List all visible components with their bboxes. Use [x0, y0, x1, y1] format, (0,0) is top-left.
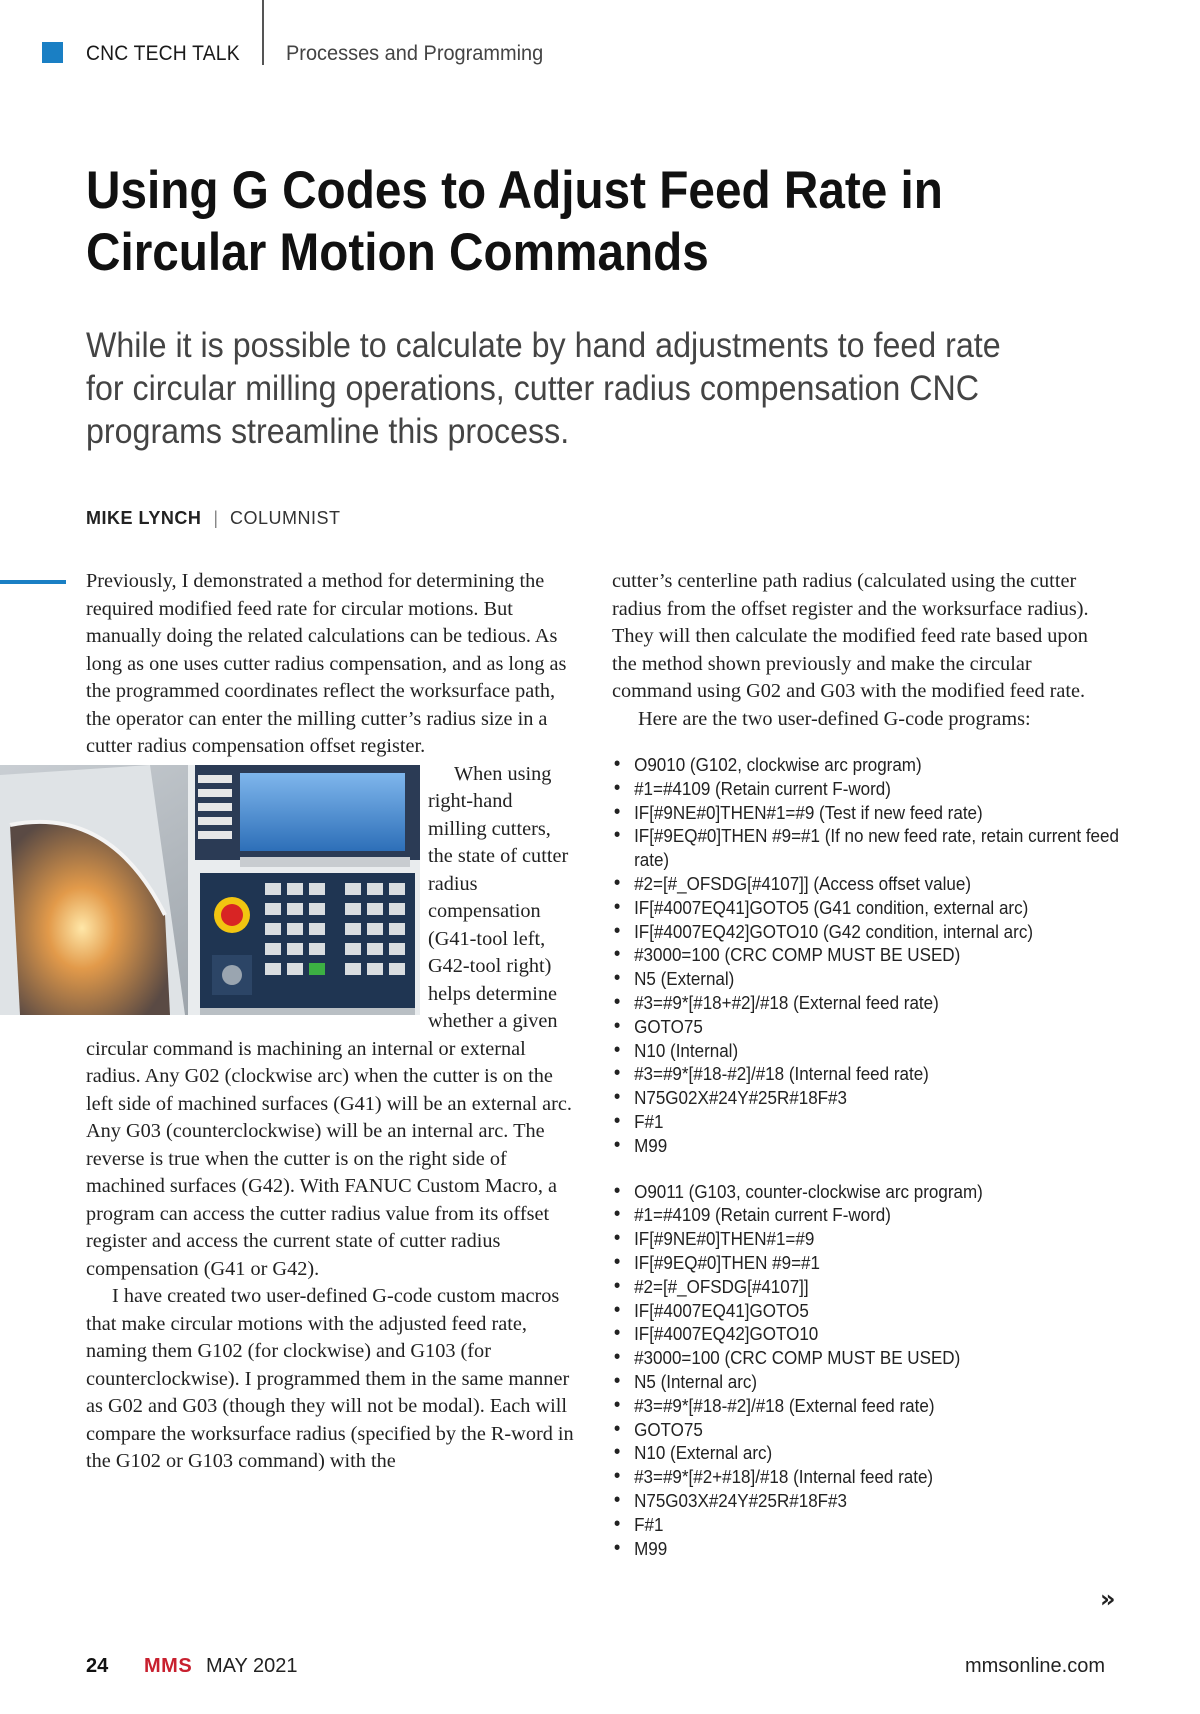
code-line: • N5 (Internal arc)	[612, 1370, 1127, 1394]
title-line: Using G Codes to Adjust Feed Rate in	[86, 161, 943, 220]
body-paragraph: When using right-hand milling cutters, the state of cutter radius compensation (G41-tool left, G42-tool right) helps determine whether a given circular command is machining an internal or external radius. Any G02 (clockwise arc) when the cutter is on the left side of machined surfaces (G41) will be an external arc. Any G03 (counterclockwise) will be an internal arc. The reverse is true when the cutter is on the right side of machined surfaces (G42). With FANUC Custom Macro, a program can access the cutter radius value from its offset register and access the current state of cutter radius compensation (G41 or G42).	[86, 761, 576, 1284]
code-line: • #1=#4109 (Retain current F-word)	[612, 1203, 1127, 1227]
code-line: • #3=#9*[#18-#2]/#18 (Internal feed rate)	[612, 1062, 1127, 1086]
code-line: • M99	[612, 1134, 1127, 1158]
code-line: • IF[#4007EQ41]GOTO5	[612, 1299, 1127, 1323]
right-column	[612, 568, 1119, 1560]
title-line: Circular Motion Commands	[86, 223, 709, 282]
code-line: • #1=#4109 (Retain current F-word)	[612, 777, 1127, 801]
subsection-label: Processes and Programming	[286, 42, 544, 65]
author-role: COLUMNIST	[230, 508, 341, 528]
code-line: • O9011 (G103, counter-clockwise arc program)	[612, 1180, 1127, 1204]
code-line: • IF[#9EQ#0]THEN #9=#1 (If no new feed rate, retain current feed rate)	[612, 824, 1127, 872]
code-line: • N5 (External)	[612, 967, 1127, 991]
code-line: • #3=#9*[#18-#2]/#18 (External feed rate)	[612, 1394, 1127, 1418]
brand-logo: MMS	[144, 1655, 193, 1677]
body-paragraph: Here are the two user-defined G-code programs:	[638, 707, 1031, 730]
code-line: • M99	[612, 1537, 1127, 1561]
body-paragraph: cutter’s centerline path radius (calculated using the cutter radius from the offset register and the worksurface radius). They will then calculate the modified feed rate based upon the method shown previously and make the circular command using G02 and G03 with the modified feed rate.	[612, 570, 1089, 702]
code-line: • IF[#9NE#0]THEN#1=#9 (Test if new feed rate)	[612, 801, 1127, 825]
byline	[86, 508, 341, 529]
code-line: • N75G03X#24Y#25R#18F#3	[612, 1489, 1127, 1513]
cnc-control-panel-photo	[0, 765, 420, 1015]
subtitle-line: for circular milling operations, cutter radius compensation CNC	[86, 369, 980, 408]
code-line: • N10 (Internal)	[612, 1039, 1127, 1063]
code-line: • #3=#9*[#2+#18]/#18 (Internal feed rate)	[612, 1465, 1127, 1489]
author-name: MIKE LYNCH	[86, 508, 202, 528]
code-line: • #3000=100 (CRC COMP MUST BE USED)	[612, 1346, 1127, 1370]
continue-arrow-icon: »	[1100, 1585, 1116, 1613]
code-line: • IF[#4007EQ42]GOTO10	[612, 1322, 1127, 1346]
code-line: • #2=[#_OFSDG[#4107]] (Access offset value)	[612, 872, 1127, 896]
code-line: • #2=[#_OFSDG[#4107]]	[612, 1275, 1127, 1299]
left-column	[86, 568, 576, 1476]
code-line: • F#1	[612, 1110, 1127, 1134]
code-line: • N10 (External arc)	[612, 1441, 1127, 1465]
code-line: • GOTO75	[612, 1418, 1127, 1442]
code-line: • N75G02X#24Y#25R#18F#3	[612, 1086, 1127, 1110]
code-line: • #3=#9*[#18+#2]/#18 (External feed rate)	[612, 991, 1127, 1015]
header-divider	[262, 0, 264, 65]
subtitle-line: programs streamline this process.	[86, 412, 570, 451]
article-subtitle	[86, 324, 1043, 453]
section-marker	[42, 42, 63, 63]
website-url: mmsonline.com	[964, 1655, 1105, 1677]
code-line: • #3000=100 (CRC COMP MUST BE USED)	[612, 943, 1127, 967]
subtitle-line: While it is possible to calculate by hand adjustments to feed rate	[86, 326, 1001, 365]
g103-program-list	[612, 1180, 1127, 1561]
code-line: • IF[#9NE#0]THEN#1=#9	[612, 1227, 1127, 1251]
code-line: • O9010 (G102, clockwise arc program)	[612, 753, 1127, 777]
article-title	[86, 160, 986, 284]
section-label: CNC TECH TALK	[86, 42, 240, 65]
body-paragraph: I have created two user-defined G-code custom macros that make circular motions with the adjusted feed rate, naming them G102 (for clockwise) and G103 (for counterclockwise). I programmed them in the same manner as G02 and G03 (though they will not be modal). Each will compare the worksurface radius (specified by the R-word in the G102 or G103 command) with the	[86, 1285, 574, 1472]
code-line: • GOTO75	[612, 1015, 1127, 1039]
body-paragraph: Previously, I demonstrated a method for determining the required modified feed rate for circular motions. But manually doing the related calculations can be tedious. As long as one uses cutter radius compensation, and as long as the programmed coordinates reflect the worksurface path, the operator can enter the milling cutter’s radius size in a cutter radius compensation offset register.	[86, 570, 567, 757]
code-line: • IF[#9EQ#0]THEN #9=#1	[612, 1251, 1127, 1275]
g102-program-list	[612, 753, 1127, 1158]
issue-date: MAY 2021	[206, 1655, 298, 1677]
code-line: • IF[#4007EQ41]GOTO5 (G41 condition, external arc)	[612, 896, 1127, 920]
byline-separator: |	[213, 508, 219, 528]
code-line: • F#1	[612, 1513, 1127, 1537]
page-number: 24	[86, 1655, 109, 1677]
accent-rule	[0, 580, 66, 584]
code-line: • IF[#4007EQ42]GOTO10 (G42 condition, internal arc)	[612, 920, 1127, 944]
